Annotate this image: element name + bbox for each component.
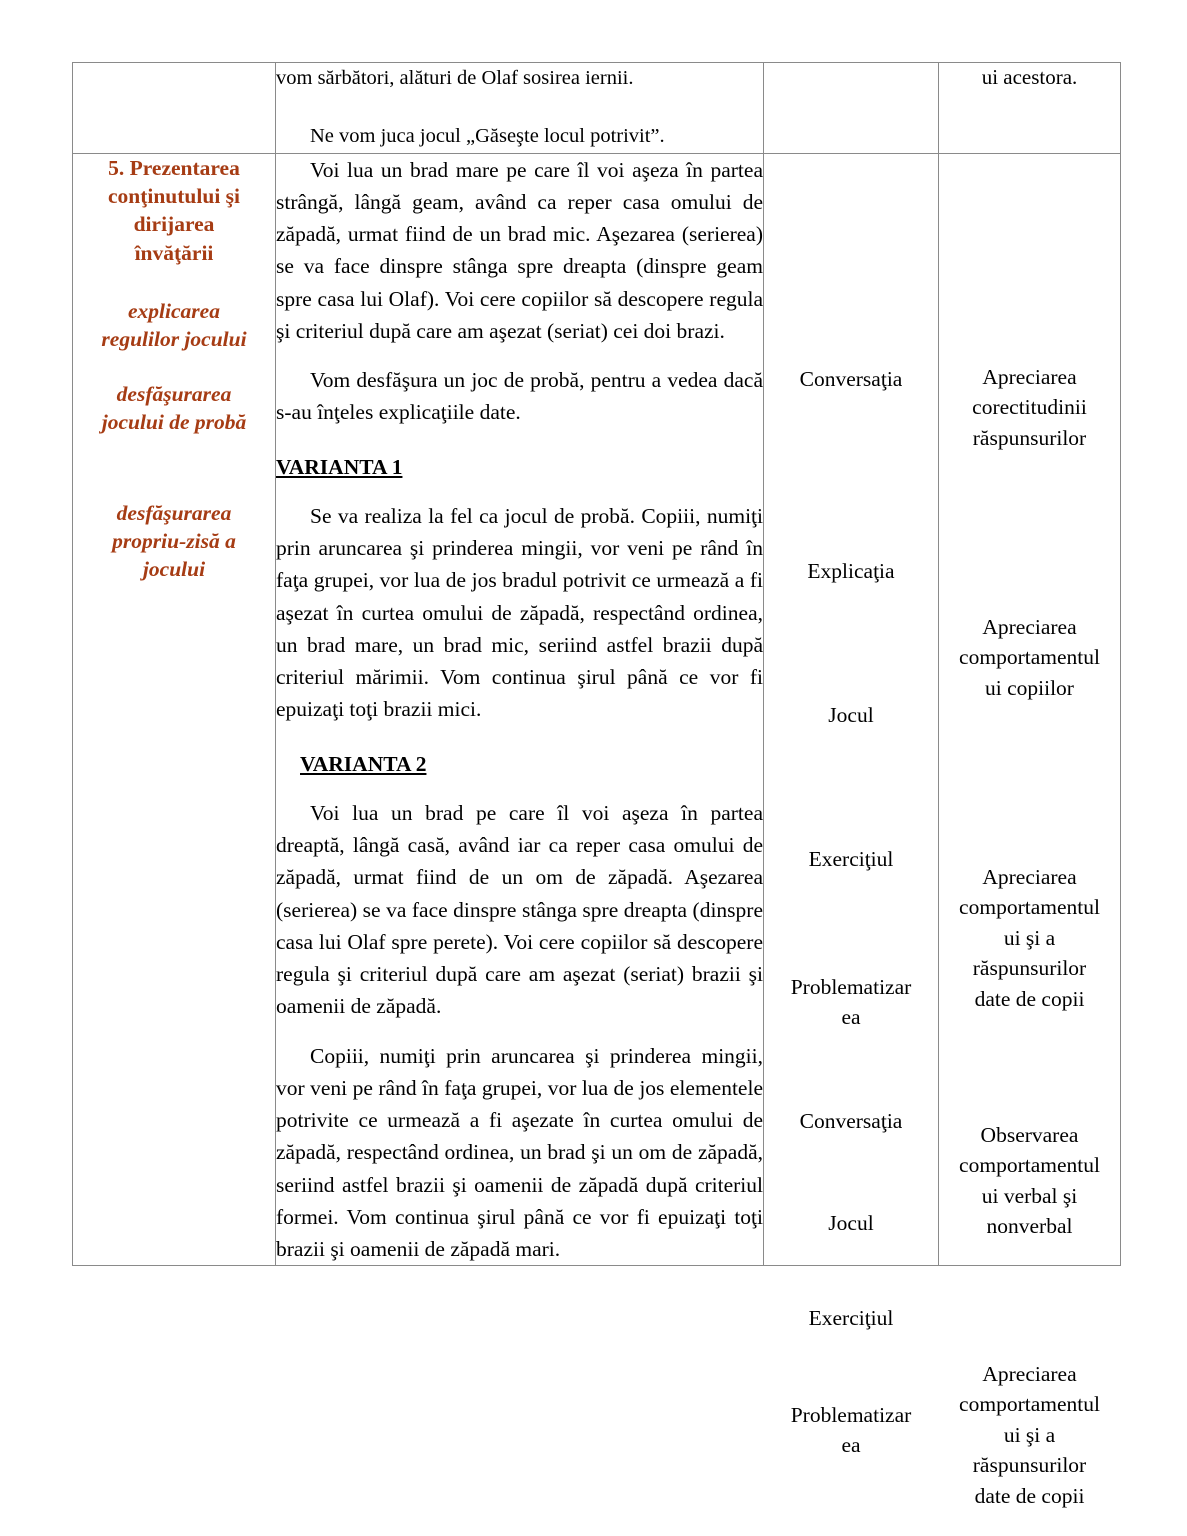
stage-subitem-joc-proba: [73, 380, 275, 437]
evaluation-cell: [939, 153, 1121, 1508]
stage-subitem-1-line-1: explicarea: [128, 299, 220, 324]
heading-varianta-1: VARIANTA 1: [276, 454, 403, 479]
evaluation-line: răspunsurilor: [972, 425, 1087, 450]
method-item-conversatia-1: Conversaţia: [799, 366, 903, 391]
evaluation-line: ui copiilor: [985, 675, 1074, 700]
evaluation-line: răspunsurilor: [972, 1453, 1087, 1478]
lesson-plan-table: [72, 62, 1121, 1508]
method-item-explicatia: Explicaţia: [807, 558, 895, 583]
evaluation-line: ui şi a: [1003, 925, 1056, 950]
method-item-problematizarea-1: [768, 972, 934, 1033]
stage-cell-empty: [73, 63, 276, 154]
spacer: [73, 354, 275, 380]
evaluation-line: date de copii: [974, 986, 1085, 1011]
spacer: [73, 437, 275, 499]
content-paragraph-1: Voi lua un brad mare pe care îl voi aşeza în partea strângă, lângă geam, având ca reper casa omului de zăpadă, urmat fiind de un brad mic. Aşezarea (serierea) se va face dinspre stânga spre dreapta (dinspre geam spre casa lui Olaf). Voi cere copiilor să descopere regula şi criteriul după care am aşezat (seriat) cei doi brazi.: [276, 157, 763, 343]
stage-subitem-explicarea: [73, 297, 275, 354]
evaluation-cell-continuation: [939, 63, 1121, 154]
evaluation-line: date de copii: [974, 1483, 1085, 1508]
evaluation-item-4: [943, 1120, 1116, 1242]
stage-title-line-2: conţinutului şi: [107, 183, 241, 208]
evaluation-item-1: [943, 362, 1116, 454]
content-cell-stage-5: [276, 153, 764, 1266]
stage-subitem-desfasurare-propriuzisa: [73, 499, 275, 584]
method-item-exercitiul-1: Exerciţiul: [808, 846, 894, 871]
evaluation-line: comportamentul: [959, 895, 1100, 920]
evaluation-text-continuation: ui acestora.: [981, 65, 1078, 89]
heading-varianta-2: VARIANTA 2: [300, 751, 427, 776]
evaluation-item-2: [943, 612, 1116, 704]
continuation-paragraph-2: Ne vom juca jocul „Găseşte locul potrivit”.: [310, 124, 665, 147]
evaluation-line: comportamentul: [959, 645, 1100, 670]
stage-title-line-1: 5. Prezentarea: [108, 155, 240, 180]
evaluation-line: Observarea: [980, 1122, 1079, 1147]
evaluation-line: Apreciarea: [982, 1361, 1077, 1386]
method-item-jocul-2: Jocul: [828, 1210, 874, 1235]
stage-subitem-2-line-2: jocului de probă: [101, 410, 247, 435]
evaluation-line: comportamentul: [959, 1153, 1100, 1178]
stage-subitem-2-line-1: desfăşurarea: [116, 381, 232, 406]
continuation-paragraph-1: vom sărbători, alături de Olaf sosirea iernii.: [276, 67, 634, 89]
method-wrap-line-1: Problematizar: [790, 974, 912, 999]
method-item-jocul-1: Jocul: [828, 702, 874, 727]
content-paragraph-2: Vom desfăşura un joc de probă, pentru a vedea dacă s-au înţeles explicaţiile date.: [276, 368, 763, 425]
content-paragraph-3: Se va realiza la fel ca jocul de probă. Copiii, numiţi prin aruncarea şi prinderea mingii, vor veni pe rând în faţa grupei, vor lua de jos bradul potrivit ce urmează a fi aşezat în curtea omului de zăpadă, respectând ordinea, un brad mare, un brad mic, seriind astfel brazii după criteriul mărimii. Vom continua şirul până ce vor fi epuizaţi toţi brazii mici.: [276, 503, 763, 722]
evaluation-line: nonverbal: [986, 1214, 1073, 1239]
content-cell-continuation: [276, 63, 764, 154]
stage-title: [73, 154, 275, 268]
method-item-exercitiul-2: Exerciţiul: [808, 1305, 894, 1330]
evaluation-line: ui verbal şi: [981, 1183, 1078, 1208]
method-wrap-line-1: Problematizar: [790, 1402, 912, 1427]
method-item-conversatia-2: Conversaţia: [799, 1108, 903, 1133]
evaluation-item-3: [943, 862, 1116, 1015]
stage-subitem-1-line-2: regulilor jocului: [101, 327, 247, 352]
evaluation-line: ui şi a: [1003, 1422, 1056, 1447]
table-row-continuation: [73, 63, 1121, 154]
evaluation-line: răspunsurilor: [972, 956, 1087, 981]
stage-cell: [73, 153, 276, 1266]
stage-title-line-4: învăţării: [134, 240, 214, 265]
stage-title-line-3: dirijarea: [133, 212, 215, 237]
method-wrap-line-2: ea: [841, 1433, 861, 1458]
method-item-problematizarea-2: [768, 1400, 934, 1461]
stage-subitem-3-line-2: propriu-zisă a: [112, 528, 236, 553]
method-wrap-line-2: ea: [841, 1005, 861, 1030]
stage-subitem-3-line-3: jocului: [142, 557, 206, 582]
evaluation-item-5: [943, 1359, 1116, 1512]
stage-subitem-3-line-1: desfăşurarea: [116, 500, 232, 525]
content-paragraph-4: Voi lua un brad pe care îl voi aşeza în partea dreaptă, lângă casă, având iar ca reper casa omului de zăpadă, urmat fiind de un om de zăpadă. Aşezarea (serierea) se va face dinspre stânga spre dreapta (dinspre casa lui Olaf spre perete). Voi cere copiilor să descopere regula şi criteriul după care am aşezat (seriat) brazii şi oamenii de zăpadă.: [276, 800, 763, 1019]
methods-cell-empty: [764, 63, 939, 154]
methods-cell: [764, 153, 939, 1458]
evaluation-line: comportamentul: [959, 1392, 1100, 1417]
evaluation-line: Apreciarea: [982, 614, 1077, 639]
evaluation-line: Apreciarea: [982, 364, 1077, 389]
table-row-stage-5: [73, 153, 1121, 1266]
evaluation-line: Apreciarea: [982, 864, 1077, 889]
content-paragraph-5: Copiii, numiţi prin aruncarea şi prinderea mingii, vor veni pe rând în faţa grupei, vor lua de jos elementele potrivite ce urmează a fi aşezate în curtea omului de zăpadă, respectând ordinea, un brad şi un om de zăpadă, seriind astfel brazii şi oamenii de zăpadă după criteriul formei. Vom continua şirul până ce vor fi epuizaţi toţi brazii şi oamenii de zăpadă mari.: [276, 1043, 763, 1262]
spacer: [73, 267, 275, 297]
evaluation-line: corectitudinii: [972, 395, 1087, 420]
